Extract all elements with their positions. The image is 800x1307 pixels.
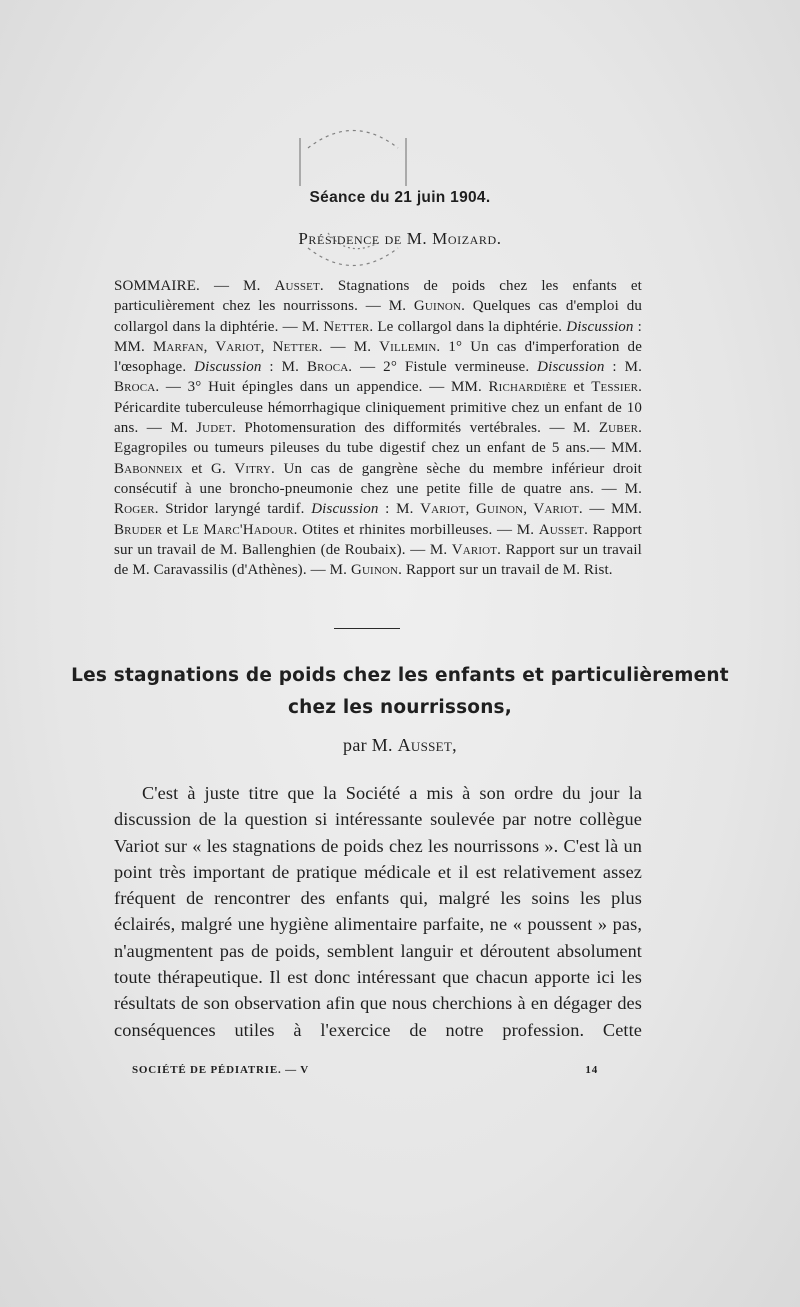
author-name: Bruder (114, 521, 163, 538)
author-name: Vitry (234, 460, 272, 477)
section-divider (334, 628, 400, 629)
author-name: Judet (196, 420, 233, 437)
author-name: Roger (114, 501, 155, 518)
signature-mark: 14 (585, 1064, 598, 1076)
article-title-line: Les stagnations de poids chez les enfants et particulièrement (71, 665, 729, 686)
seance-heading: Séance du 21 juin 1904. (309, 189, 491, 206)
author-name: Broca (306, 359, 349, 376)
article-title (0, 660, 800, 724)
footer-journal: SOCIÉTÉ DE PÉDIATRIE. — V (132, 1064, 309, 1076)
author-name: Babonneix (114, 460, 183, 477)
author-name: Richardière (488, 379, 567, 396)
presidence-heading: Présidence de M. Moizard. (298, 229, 502, 248)
author-name: Variot, Guinon, Variot (420, 501, 579, 518)
discussion-label: Discussion (537, 359, 605, 376)
author-name: Netter (323, 318, 370, 335)
author-name: Marfan, Variot, Netter (152, 338, 319, 355)
author-name: Guinon (413, 298, 462, 315)
sommaire-label: SOMMAIRE. (114, 278, 200, 294)
author-name: Le Marc'Hadour (182, 521, 294, 538)
author-name: Ausset (538, 521, 585, 538)
body-paragraph: C'est à juste titre que la Société a mis à son ordre du jour la discussion de la question si intéressante soulevée par notre collègue Variot sur « les stagnations de poids chez les nourrissons ». C'est là un point très important de pratique médicale et il est relativement assez fréquent de rencontrer des enfants qui, malgré les soins les plus éclairés, malgré une hygiène alimentaire parfaite, ne « poussent » pas, n'augmentent pas de poids, semblent languir et déroutent absolument toute thérapeutique. Il est donc intéressant que chacun apporte ici les résultats de son observation afin que nous cherchions à en dégager des conséquences utiles à l'exercice de notre profession. Cette (114, 783, 642, 1040)
sommaire-paragraph: SOMMAIRE. — M. Ausset. Stagnations de poids chez les enfants et particulièrement chez les nourrissons. — M. Guinon. Quelques cas d'emploi du collargol dans la diphtérie. — M. Netter. Le collargol dans la diphtérie. Discussion : MM. Marfan, Variot, Netter. — M. Villemin. 1° Un cas d'imperforation de l'œsophage. Discussion : M. Broca. — 2° Fistule vermineuse. Discussion : M. Broca. — 3° Huit épingles dans un appendice. — MM. Richardière et Tessier. Péricardite tuberculeuse hémorrhagique cliniquement primitive chez un enfant de 10 ans. — M. Judet. Photomensuration des difformités vertébrales. — M. Zuber. Egagropiles ou tumeurs pileuses du tube digestif chez un enfant de 5 ans.— MM. Babonneix et G. Vitry. Un cas de gangrène sèche du membre inférieur droit consécutif à une broncho-pneumonie chez une petite fille de quatre ans. — M. Roger. Stridor laryngé tardif. Discussion : M. Variot, Guinon, Variot. — MM. Bruder et Le Marc'Hadour. Otites et rhinites morbilleuses. — M. Ausset. Rapport sur un travail de M. Ballenghien (de Roubaix). — M. Variot. Rapport sur un travail de M. Caravassilis (d'Athènes). — M. Guinon. Rapport sur un travail de M. Rist. (114, 278, 643, 579)
author-name: Tessier (591, 379, 639, 396)
author-name: Broca (114, 379, 156, 396)
discussion-label: Discussion (311, 501, 379, 518)
author-name: Villemin (379, 338, 437, 355)
article-title-line: chez les nourrissons, (287, 697, 512, 718)
page-footer (132, 1064, 612, 1076)
discussion-label: Discussion (194, 359, 262, 376)
author-name: Guinon (350, 562, 399, 579)
article-body (114, 780, 642, 1043)
discussion-label: Discussion (566, 318, 634, 335)
author-name: Zuber (598, 420, 639, 437)
author-name: Ausset (274, 278, 320, 294)
author-name: Ausset (397, 735, 453, 755)
author-name: Variot (451, 541, 498, 558)
article-author: par M. Ausset, (343, 735, 457, 755)
